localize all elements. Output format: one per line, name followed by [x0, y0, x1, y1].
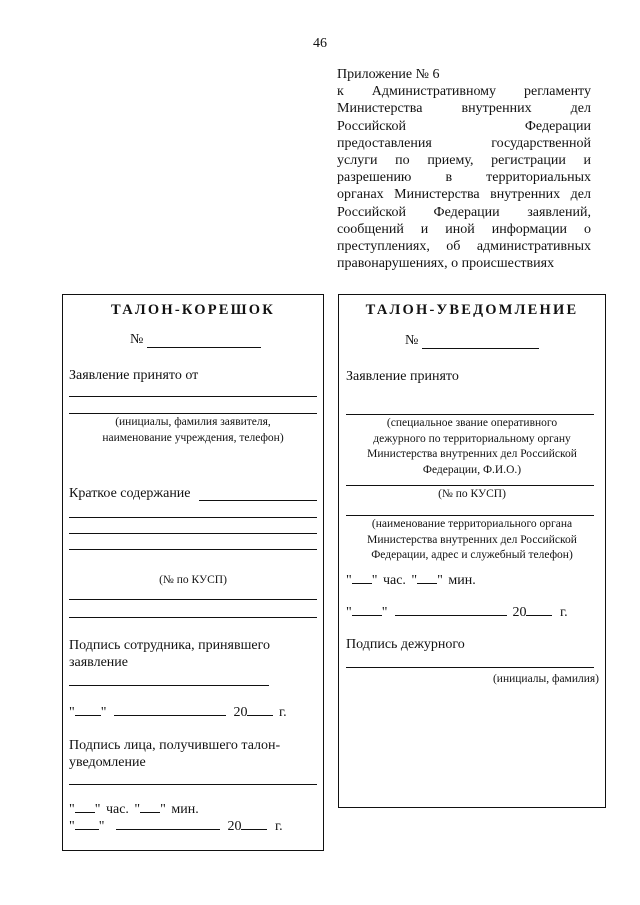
notification-organ-caption: (наименование территориального органа Министерства внутренних дел Российской Федерации, адрес и служебный телефон) — [367, 518, 577, 561]
stub-time-row: " " час. " " мин. — [69, 802, 199, 817]
stub-kusp-line[interactable] — [69, 599, 317, 600]
stub-number-field[interactable] — [147, 347, 261, 348]
appendix-line: разрешению в территориальных — [337, 170, 591, 186]
appendix-line: услуги по приему, регистрации и — [337, 153, 591, 169]
page-number: 46 — [313, 36, 327, 51]
appendix-line: Российской Федерации — [337, 118, 591, 134]
stub-summary-line[interactable] — [69, 533, 317, 534]
notification-number-label: № — [405, 333, 419, 348]
appendix-line: Приложение № 6 — [337, 67, 440, 82]
notification-title: ТАЛОН-УВЕДОМЛЕНИЕ — [365, 302, 579, 318]
appendix-line: к Административному регламенту — [337, 84, 591, 100]
stub-date-row-2: " " 20 г. — [69, 819, 283, 834]
notification-officer-line[interactable] — [346, 414, 594, 415]
stub-employee-signature-line[interactable] — [69, 685, 269, 686]
appendix-line: преступлениях, об административных — [337, 239, 591, 255]
stub-kusp-caption: (№ по КУСП) — [159, 574, 227, 586]
notification-organ-line[interactable] — [346, 515, 594, 516]
stub-kusp-line[interactable] — [69, 617, 317, 618]
appendix-line: Министерства внутренних дел — [337, 101, 591, 117]
stub-form — [62, 294, 324, 851]
stub-number-label: № — [130, 332, 144, 347]
notification-kusp-caption: (№ по КУСП) — [438, 488, 506, 500]
stub-title: ТАЛОН-КОРЕШОК — [111, 302, 275, 318]
stub-applicant-line[interactable] — [69, 396, 317, 397]
notification-number-field[interactable] — [422, 348, 539, 349]
notification-duty-sig-label: Подпись дежурного — [346, 637, 465, 652]
appendix-line: правонарушениях, о происшествиях — [337, 256, 555, 272]
stub-summary-line[interactable] — [69, 549, 317, 550]
stub-employee-sig-label-1: Подпись сотрудника, принявшего — [69, 638, 270, 653]
appendix-line: Российской Федерации заявлений, — [337, 204, 591, 220]
notification-initials-caption: (инициалы, фамилия) — [492, 673, 599, 685]
appendix-line: органах Министерства внутренних дел — [337, 187, 591, 203]
stub-employee-sig-label-2: заявление — [69, 655, 129, 670]
stub-summary-line[interactable] — [199, 500, 317, 501]
appendix-line: предоставления государственной — [337, 135, 591, 151]
stub-receiver-sig-label-2: уведомление — [69, 755, 146, 770]
notification-officer-caption: (специальное звание оперативного дежурного по территориальному органу Министерства внутренних дел Российской Федерации, Ф.И.О.) — [367, 417, 577, 476]
stub-applicant-caption: (инициалы, фамилия заявителя, наименование учреждения, телефон) — [102, 416, 284, 444]
appendix-header — [337, 66, 591, 272]
stub-applicant-line[interactable] — [69, 413, 317, 414]
notification-time-row: " " час. " " мин. — [346, 573, 476, 588]
notification-accepted-label: Заявление принято — [346, 369, 459, 384]
notification-date-row: " " 20 г. — [346, 605, 568, 620]
stub-date-row: " " 20 г. — [69, 705, 287, 720]
notification-form — [338, 294, 606, 808]
appendix-line: сообщений и иной информации о — [337, 221, 591, 237]
stub-receiver-signature-line[interactable] — [69, 784, 317, 785]
stub-summary-label: Краткое содержание — [69, 486, 191, 501]
stub-application-from-label: Заявление принято от — [69, 368, 199, 383]
notification-kusp-line[interactable] — [346, 485, 594, 486]
notification-duty-signature-line[interactable] — [346, 667, 594, 668]
stub-summary-line[interactable] — [69, 517, 317, 518]
stub-receiver-sig-label-1: Подпись лица, получившего талон- — [69, 738, 281, 753]
